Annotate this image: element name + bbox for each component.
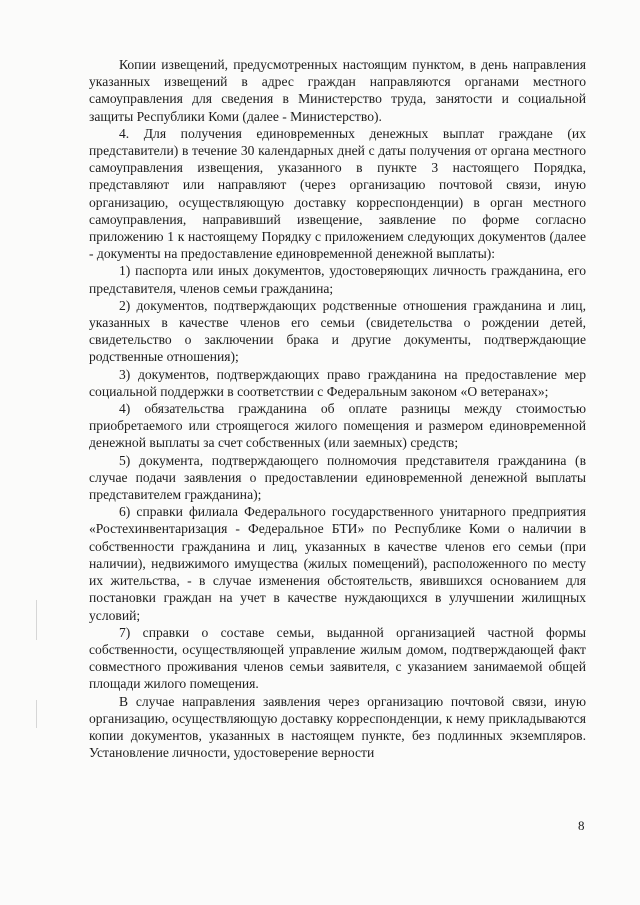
paragraph-item-4: 4. Для получения единовременных денежных выплат граждане (их представители) в течение 30 календарных дней с даты получения от органа местного самоуправления извещения, указанного в пункте 3 настоящего Порядка, представляют или направляют (через организацию почтовой связи, иную организацию, осуществляющую доставку корреспонденции) в орган местного самоуправления, направивший извещение, заявление по форме согласно приложению 1 к настоящему Порядку с приложением следующих документов (далее - документы на предоставление единовременной денежной выплаты):: [89, 125, 586, 262]
body-text: [89, 56, 586, 761]
page-number: 8: [578, 818, 585, 833]
list-item-6: 6) справки филиала Федерального государственного унитарного предприятия «Ростехинвентаризация - Федеральное БТИ» по Республике Коми о наличии в собственности гражданина и лиц, указанных в качестве членов его семьи (при наличии), недвижимого имущества (жилых помещений), расположенного по месту их жительства, - в случае изменения обстоятельств, явившихся основанием для постановки граждан на учет в качестве нуждающихся в улучшении жилищных условий;: [89, 504, 586, 623]
list-item-7: 7) справки о составе семьи, выданной организацией частной формы собственности, осуществляющей управление жилым домом, подтверждающей факт совместного проживания членов семьи заявителя, с указанием занимаемой общей площади жилого помещения.: [89, 624, 586, 692]
paragraph-postal-submission: В случае направления заявления через организацию почтовой связи, иную организацию, осуществляющую доставку корреспонденции, к нему прикладываются копии документов, указанных в настоящем пункте, без подлинных экземпляров. Установление личности, удостоверение верности: [89, 693, 586, 761]
paragraph-copies-notice: Копии извещений, предусмотренных настоящим пунктом, в день направления указанных извещений в адрес граждан направляются органами местного самоуправления для сведения в Министерство труда, занятости и социальной защиты Республики Коми (далее - Министерство).: [89, 57, 586, 124]
scan-edge-mark: [36, 600, 37, 640]
list-item-5: 5) документа, подтверждающего полномочия представителя гражданина (в случае подачи заявления о предоставлении единовременной денежной выплаты представителем гражданина);: [89, 452, 586, 503]
list-item-3: 3) документов, подтверждающих право гражданина на предоставление мер социальной поддержки в соответствии с Федеральным законом «О ветеранах»;: [89, 366, 586, 399]
list-item-2: 2) документов, подтверждающих родственные отношения гражданина и лиц, указанных в качестве членов его семьи (свидетельства о рождении детей, свидетельство о заключении брака и другие документы, подтверждающие родственные отношения);: [89, 297, 586, 365]
list-item-4: 4) обязательства гражданина об оплате разницы между стоимостью приобретаемого или строящегося жилого помещения и размером единовременной денежной выплаты за счет собственных (или заемных) средств;: [89, 401, 586, 451]
list-item-1: 1) паспорта или иных документов, удостоверяющих личность гражданина, его представителя, членов семьи гражданина;: [89, 263, 586, 296]
scan-edge-mark: [36, 700, 37, 728]
